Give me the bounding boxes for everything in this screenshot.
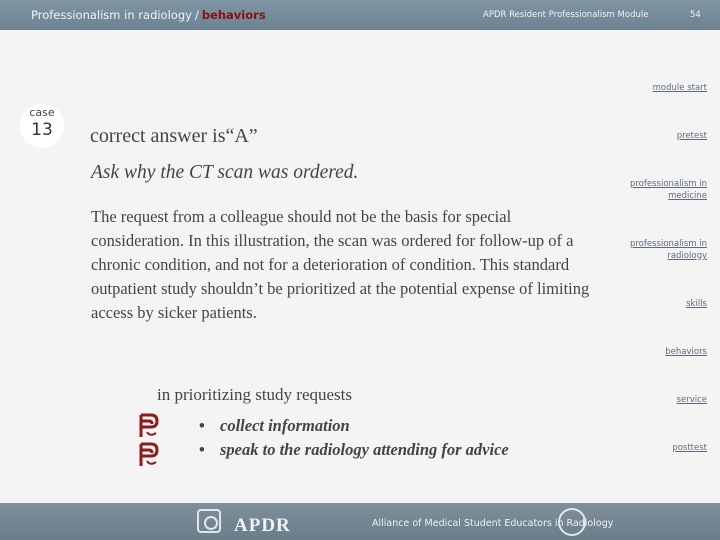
list-item: • speak to the radiology attending for advice [199, 440, 509, 459]
case-badge [20, 104, 64, 148]
nav-behaviors[interactable]: behaviors [665, 347, 707, 357]
breadcrumb-current: behaviors [201, 8, 266, 22]
apdr-logo-text: APDR [234, 515, 291, 536]
nav-professionalism-medicine-line1: professionalism in [629, 179, 707, 189]
amser-seal-icon [558, 508, 586, 536]
nav-posttest[interactable]: posttest [672, 443, 707, 453]
nav-service[interactable]: service [676, 395, 707, 405]
nav-professionalism-radiology-line1: professionalism in [629, 239, 707, 249]
p-symbol-icon [134, 412, 162, 440]
answer-heading: correct answer is“A” [90, 125, 258, 147]
list-item: • collect information [199, 416, 350, 435]
breadcrumb-root[interactable]: Professionalism in radiology [31, 8, 192, 22]
alliance-logo-text: Alliance of Medical Student Educators in Radiology [372, 518, 614, 529]
p-symbol-icon [134, 441, 162, 469]
prioritizing-heading: in prioritizing study requests [157, 385, 353, 404]
nav-professionalism-medicine-line2: medicine [668, 191, 707, 201]
bullet-text: collect information [220, 416, 350, 435]
nav-professionalism-radiology[interactable] [630, 238, 707, 262]
apdr-seal-icon [197, 509, 221, 533]
nav-pretest[interactable]: pretest [676, 131, 707, 141]
case-label: case [29, 106, 55, 119]
breadcrumb [31, 8, 266, 22]
nav-skills[interactable]: skills [686, 299, 707, 309]
nav-module-start[interactable]: module start [652, 83, 707, 93]
nav-professionalism-medicine[interactable] [630, 178, 707, 202]
bullet-text: speak to the radiology attending for advice [220, 440, 509, 459]
ask-instruction: Ask why the CT scan was ordered. [91, 162, 359, 183]
module-title: APDR Resident Professionalism Module [483, 10, 649, 20]
advice-list [199, 414, 509, 462]
case-number: 13 [31, 120, 53, 140]
header-bar [0, 0, 720, 30]
nav-professionalism-radiology-line2: radiology [667, 251, 707, 261]
explanation-paragraph: The request from a colleague should not be the basis for special consideration. In this illustration, the scan was ordered for follow-up of a chronic condition, and not for a deterioration of condition. This standard outpatient study shouldn’t be prioritized at the potential expense of limiting access by sicker patients. [91, 207, 590, 322]
breadcrumb-separator: / [194, 8, 199, 22]
page-number: 54 [690, 10, 701, 20]
